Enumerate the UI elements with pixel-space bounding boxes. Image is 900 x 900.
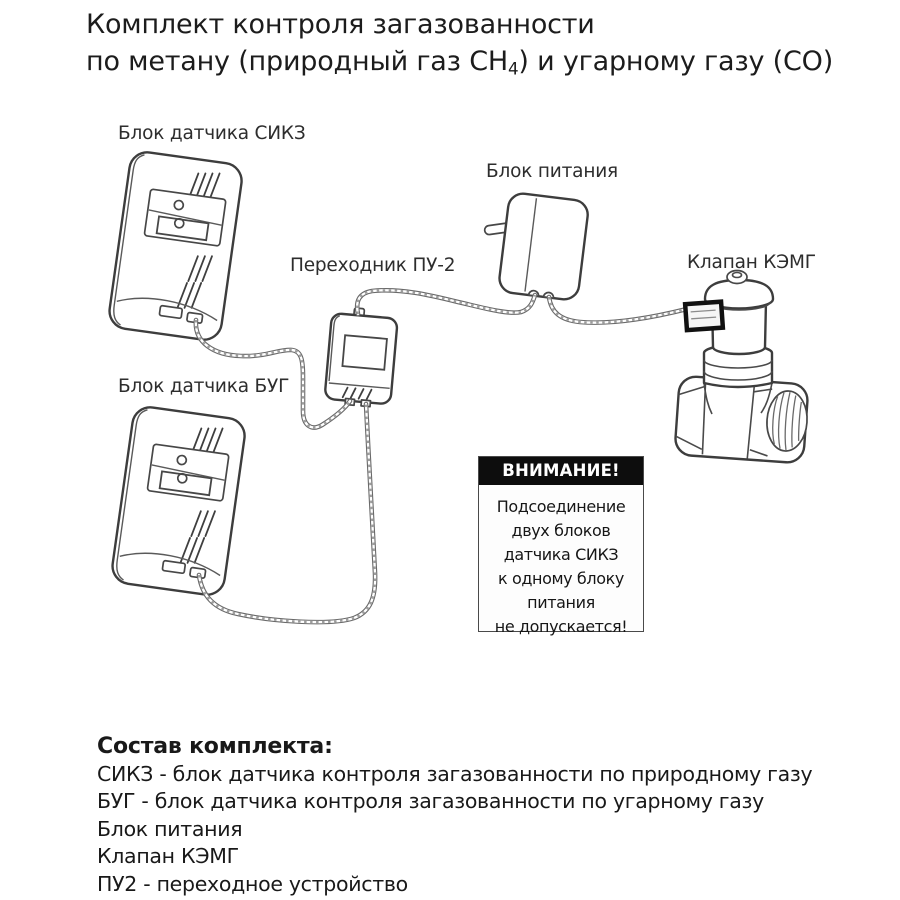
kit-contents [97,733,812,899]
title-line-1: Комплект контроля загазованности [86,9,595,40]
cable-power-to-valve [549,297,687,323]
power-supply-device [476,189,589,301]
kit-item: ПУ2 - переходное устройство [97,871,408,896]
kit-item: БУГ - блок датчика контроля загазованности по угарному газу [97,789,764,814]
bug-sensor-device [110,405,247,597]
label-sikz-sensor: Блок датчика СИКЗ [118,123,306,144]
sikz-sensor-device [107,150,244,342]
kit-heading: Состав комплекта: [97,734,333,759]
warning-header: ВНИМАНИЕ! [479,457,643,485]
label-bug-sensor: Блок датчика БУГ [118,376,290,397]
valve-coil-connector [685,302,723,330]
title-line-2: по метану (природный газ $CH_4$) и угарному газу (CO) [86,46,834,79]
ch4-subscript: 4 [507,58,519,79]
kit-item: СИКЗ - блок датчика контроля загазованности по природному газу [97,761,813,786]
label-power-supply: Блок питания [486,161,618,182]
kit-item: Клапан КЭМГ [97,844,239,869]
warning-text: Подсоединение двух блоков датчика СИКЗ к одному блоку питания не допускается! [494,497,628,636]
label-valve-kemg: Клапан КЭМГ [687,252,816,273]
label-adapter-pu2: Переходник ПУ-2 [290,255,456,276]
kit-item: Блок питания [97,816,243,841]
valve-kemg-device [674,271,809,464]
cable-adapter-to-power [357,290,535,314]
warning-box [478,456,644,636]
adapter-pu2-device [324,306,398,408]
